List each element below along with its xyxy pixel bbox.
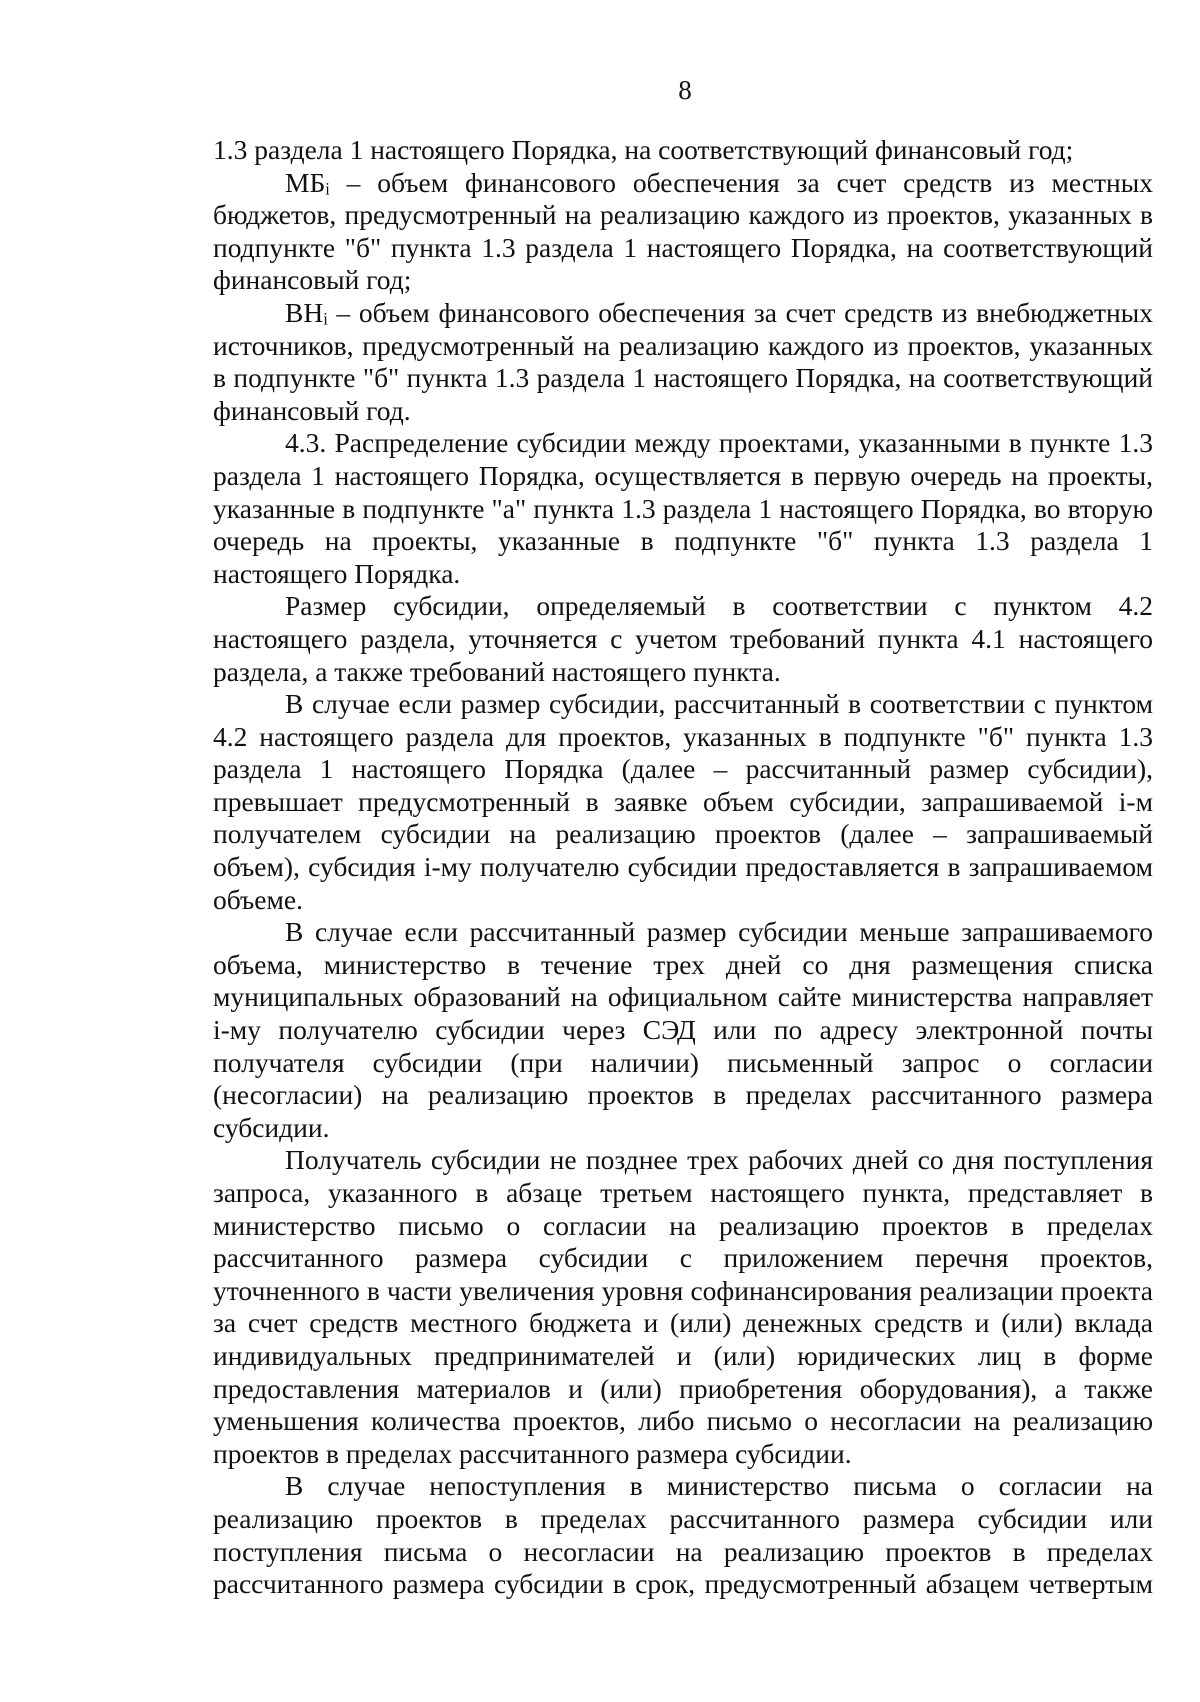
paragraph: В случае если размер субсидии, рассчитанный в соответствии с пунктом 4.2 настоящего раздела для проектов, указанных в подпункте "б" пункта 1.3 раздела 1 настоящего Порядка (далее – рассчитанный размер субсидии), превышает предусмотренный в заявке объем субсидии, запрашиваемой i-м получателем субсидии на реализацию проектов (далее – запрашиваемый объем), субсидия i-му получателю субсидии предоставляется в запрашиваемом объеме. (213, 688, 1153, 915)
paragraph: ВНᵢ – объем финансового обеспечения за счет средств из внебюджетных источников, предусмотренный на реализацию каждого из проектов, указанных в подпункте "б" пункта 1.3 раздела 1 настоящего Порядка, на соответствующий финансовый год. (213, 296, 1153, 426)
paragraph: В случае если рассчитанный размер субсидии меньше запрашиваемого объема, министерство в течение трех дней со дня размещения списка муниципальных образований на официальном сайте министерства направляет i-му получателю субсидии через СЭД или по адресу электронной почты получателя субсидии (при наличии) письменный запрос о согласии (несогласии) на реализацию проектов в пределах рассчитанного размера субсидии. (213, 916, 1153, 1143)
paragraph: 4.3. Распределение субсидии между проектами, указанными в пункте 1.3 раздела 1 настоящего Порядка, осуществляется в первую очередь на проекты, указанные в подпункте "а" пункта 1.3 раздела 1 настоящего Порядка, во вторую очередь на проекты, указанные в подпункте "б" пункта 1.3 раздела 1 настоящего Порядка. (213, 427, 1153, 589)
paragraph: Получатель субсидии не позднее трех рабочих дней со дня поступления запроса, указанного в абзаце третьем настоящего пункта, представляет в министерство письмо о согласии на реализацию проектов в пределах рассчитанного размера субсидии с приложением перечня проектов, уточненного в части увеличения уровня софинансирования реализации проекта за счет средств местного бюджета и (или) денежных средств и (или) вклада индивидуальных предпринимателей и (или) юридических лиц в форме предоставления материалов и (или) приобретения оборудования), а также уменьшения количества проектов, либо письмо о несогласии на реализацию проектов в пределах рассчитанного размера субсидии. (213, 1144, 1153, 1469)
paragraph: МБᵢ – объем финансового обеспечения за счет средств из местных бюджетов, предусмотренный на реализацию каждого из проектов, указанных в подпункте "б" пункта 1.3 раздела 1 настоящего Порядка, на соответствующий финансовый год; (213, 166, 1153, 296)
document-body (213, 134, 1153, 1601)
paragraph: В случае непоступления в министерство письма о согласии на реализацию проектов в пределах рассчитанного размера субсидии или поступления письма о несогласии на реализацию проектов в пределах рассчитанного размера субсидии в срок, предусмотренный абзацем четвертым (213, 1470, 1153, 1600)
paragraph: 1.3 раздела 1 настоящего Порядка, на соответствующий финансовый год; (213, 134, 1074, 165)
page-number: 8 (678, 75, 692, 105)
paragraph: Размер субсидии, определяемый в соответствии с пунктом 4.2 настоящего раздела, уточняется с учетом требований пункта 4.1 настоящего раздела, а также требований настоящего пункта. (213, 590, 1153, 687)
